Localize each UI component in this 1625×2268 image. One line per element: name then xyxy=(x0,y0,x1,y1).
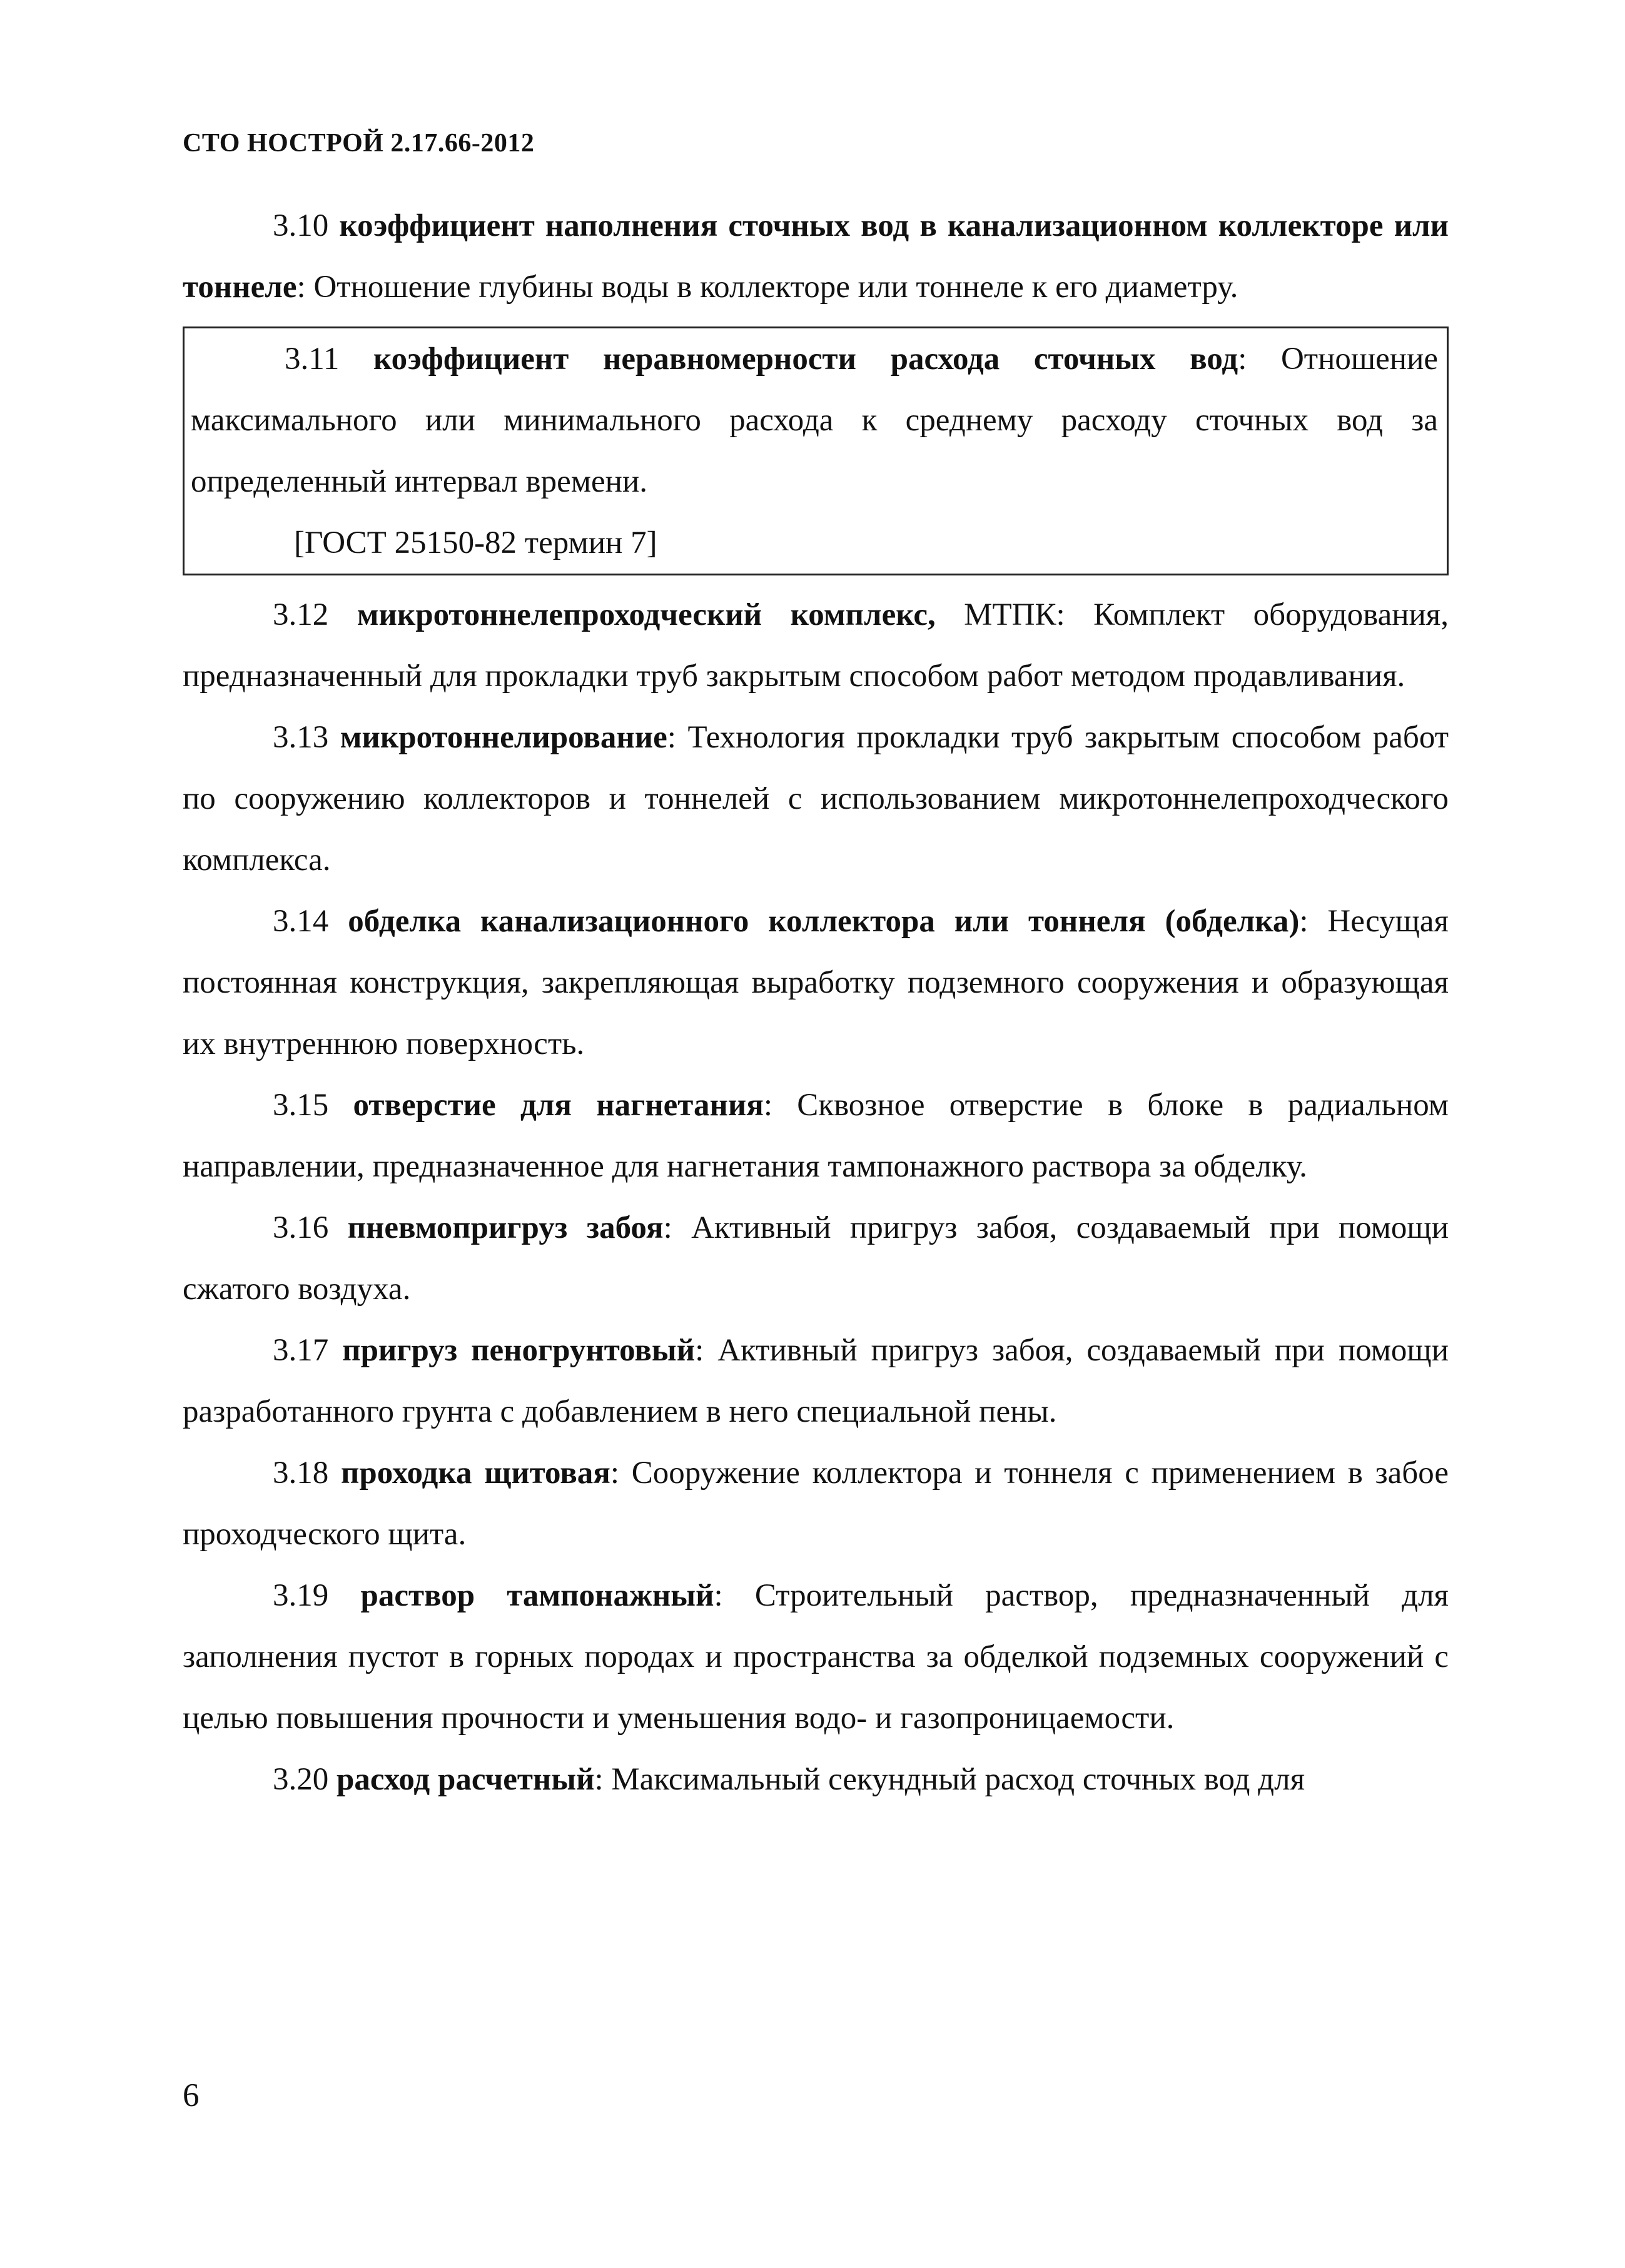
term-number: 3.13 xyxy=(273,720,329,755)
term-definition: Сооружение коллектора и тоннеля с применением в забое проходческого щита. xyxy=(183,1455,1449,1552)
term-punct: : xyxy=(663,1210,672,1245)
term-punct: : xyxy=(296,270,306,305)
term-title: раствор тампонажный xyxy=(360,1578,714,1613)
term-title: коэффициент неравномерности расхода сточных вод xyxy=(373,342,1238,377)
term-title: проходка щитовая xyxy=(340,1455,610,1491)
term-definition: Активный пригруз забоя, создаваемый при помощи разработанного грунта с добавлением в него специальной пены. xyxy=(183,1333,1449,1429)
term-title: обделка канализационного коллектора или тоннеля (обделка) xyxy=(348,904,1300,939)
term-number: 3.11 xyxy=(285,342,340,377)
term-title: микротоннелепроходческий комплекс, xyxy=(357,597,936,632)
term-title: микротоннелирование xyxy=(340,720,667,755)
term-title: отверстие для нагнетания xyxy=(353,1088,764,1123)
term-source-reference: [ГОСТ 25150-82 термин 7] xyxy=(294,525,657,560)
framed-term-box xyxy=(183,327,1449,575)
term-number: 3.12 xyxy=(273,597,329,632)
term-number: 3.10 xyxy=(273,208,329,243)
term-title: пригруз пеногрунтовый xyxy=(342,1333,696,1368)
term-number: 3.16 xyxy=(273,1210,329,1245)
term-punct: : xyxy=(695,1333,704,1368)
page-number: 6 xyxy=(183,2077,200,2114)
document-header: СТО НОСТРОЙ 2.17.66-2012 xyxy=(183,129,535,158)
term-number: 3.17 xyxy=(273,1333,329,1368)
term-definition: Отношение глубины воды в коллекторе или тоннеле к его диаметру. xyxy=(305,270,1238,305)
term-number: 3.14 xyxy=(273,904,329,939)
term-3-19 xyxy=(183,1565,1449,1749)
term-definition: Несущая постоянная конструкция, закрепляющая выработку подземного сооружения и образующая их внутреннюю поверхность. xyxy=(183,904,1449,1061)
term-title: коэффициент наполнения сточных вод в канализационном коллекторе или тоннеле xyxy=(183,208,1449,305)
term-punct: : xyxy=(667,720,676,755)
term-definition: Технология прокладки труб закрытым способом работ по сооружению коллекторов и тоннелей с использованием микротоннелепроходческого комплекса. xyxy=(183,720,1449,878)
term-definition: Строительный раствор, предназначенный для заполнения пустот в горных породах и пространства за обделкой подземных сооружений с целью повышения прочности и уменьшения водо- и газопроницаемости. xyxy=(183,1578,1449,1736)
term-punct: : xyxy=(1238,342,1247,377)
term-definition: Отношение максимального или минимального расхода к среднему расходу сточных вод за определенный интервал времени. xyxy=(191,342,1439,499)
term-definition: Активный пригруз забоя, создаваемый при помощи сжатого воздуха. xyxy=(183,1210,1449,1307)
term-3-10 xyxy=(183,195,1449,318)
term-3-14 xyxy=(183,891,1449,1075)
term-3-17 xyxy=(183,1320,1449,1442)
term-3-18 xyxy=(183,1442,1449,1565)
term-punct: : xyxy=(594,1762,604,1797)
term-number: 3.18 xyxy=(273,1455,329,1491)
term-definition: МТПК: Комплект оборудования, предназначенный для прокладки труб закрытым способом работ методом продавливания. xyxy=(183,597,1449,694)
term-3-11 xyxy=(191,328,1438,512)
term-3-20 xyxy=(183,1749,1449,1810)
term-3-15 xyxy=(183,1075,1449,1197)
term-title: расход расчетный xyxy=(337,1762,595,1797)
term-3-12 xyxy=(183,584,1449,707)
term-punct: : xyxy=(763,1088,772,1123)
term-definition: Максимальный секундный расход сточных вод для xyxy=(603,1762,1305,1797)
term-title: пневмопригруз забоя xyxy=(347,1210,664,1245)
term-punct: : xyxy=(714,1578,723,1613)
term-3-16 xyxy=(183,1197,1449,1320)
term-3-13 xyxy=(183,707,1449,891)
term-punct: : xyxy=(1299,904,1309,939)
terms-content xyxy=(183,195,1449,1810)
term-number: 3.20 xyxy=(273,1762,329,1797)
term-number: 3.19 xyxy=(273,1578,329,1613)
term-punct: : xyxy=(610,1455,620,1491)
term-definition: Сквозное отверстие в блоке в радиальном направлении, предназначенное для нагнетания тампонажного раствора за обделку. xyxy=(183,1088,1449,1184)
term-number: 3.15 xyxy=(273,1088,329,1123)
